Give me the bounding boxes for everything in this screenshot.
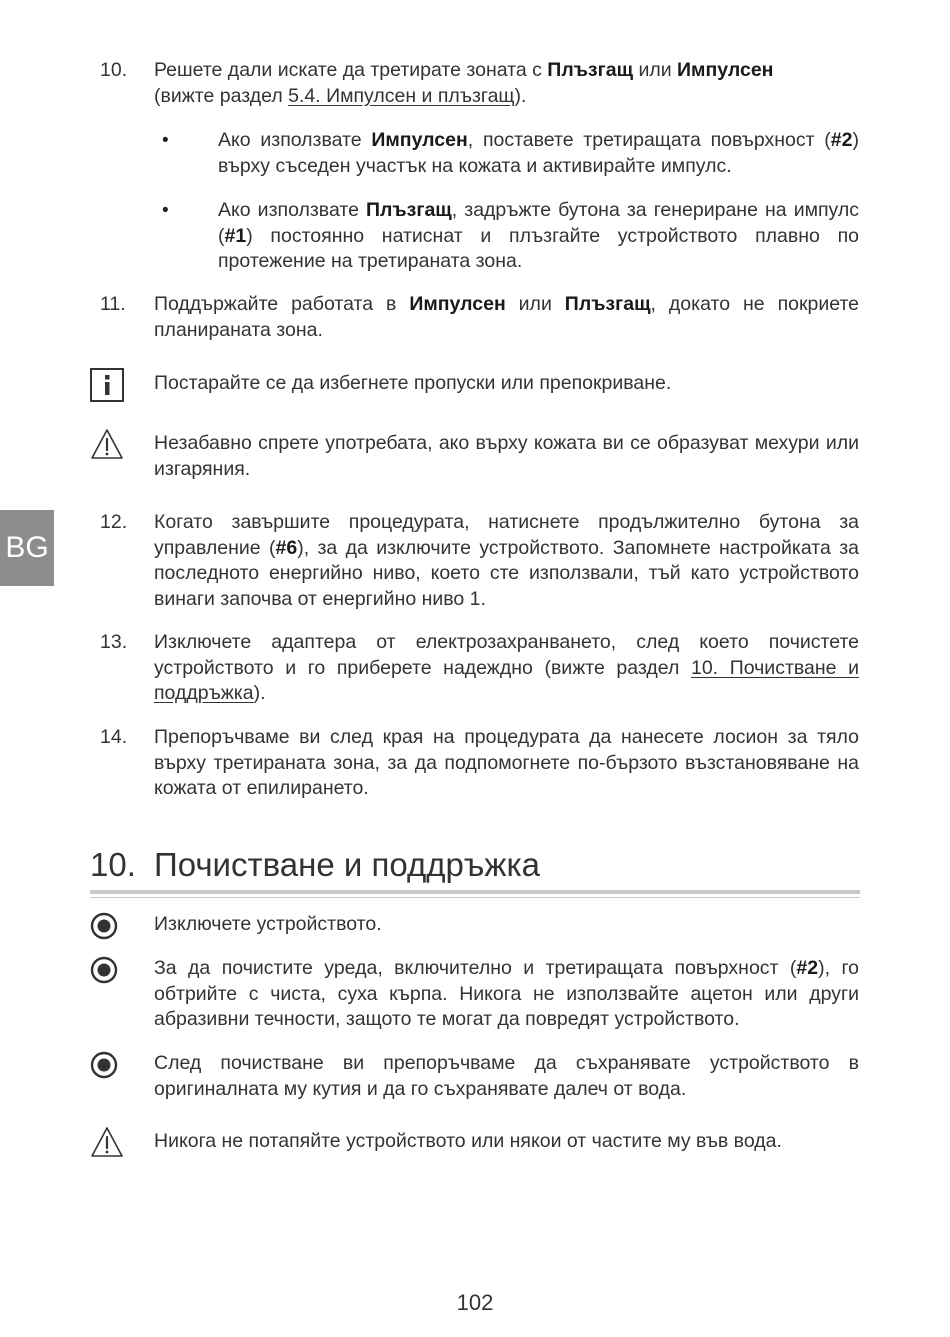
- step-text: Когато завършите процедурата, натиснете продължително бутона за управление (#6), за да изключите устройството. Запомнете настройката за последното енергийно ниво, което сте използвали, тъй като устройството винаги започва от енергийно ниво 1.: [154, 511, 859, 610]
- step-text: Изключете адаптера от електрозахранването, след което почистете устройството и го приберете надеждно (вижте раздел 10. Почистване и поддръжка).: [154, 631, 859, 704]
- section-divider-thin: [90, 897, 860, 898]
- radio-bullet-icon: [90, 955, 124, 989]
- page-number: 102: [456, 1290, 494, 1315]
- step-text: Препоръчваме ви след края на процедурата да нанесете лосион за тяло върху третираната зона, за да подпомогнете по-бързото възстановяване на кожата от епилирането.: [154, 726, 859, 799]
- section-title: Почистване и поддръжка: [154, 846, 541, 883]
- info-icon: [90, 368, 124, 402]
- step-number: 13.: [100, 631, 128, 653]
- step-number: 11.: [100, 293, 126, 315]
- bullet-dot: •: [162, 130, 169, 151]
- language-tab: BG: [0, 510, 54, 586]
- item-text: За да почистите уреда, включително и третиращата повърхност (#2), го обтрийте с чиста, суха кърпа. Никога не използвайте ацетон или други абразивни течности, защото те могат да повредят устройството.: [154, 957, 859, 1030]
- bullet-text: Ако използвате Импулсен, поставете третиращата повърхност (#2) върху съседен участък на кожата и активирайте импулс.: [218, 129, 859, 177]
- warning-text: Незабавно спрете употребата, ако върху кожата ви се образуват мехури или изгаряния.: [154, 432, 859, 480]
- item-text: Изключете устройството.: [154, 913, 382, 935]
- section-link[interactable]: 10. Почистване и поддръжка: [154, 656, 859, 704]
- item-text: След почистване ви препоръчваме да съхранявате устройството в оригиналната му кутия и да го съхранявате далеч от вода.: [154, 1052, 859, 1100]
- warning-icon: [90, 1125, 124, 1159]
- step-number: 10.: [100, 59, 128, 81]
- bullet-text: Ако използвате Плъзгащ, задръжте бутона за генериране на импулс (#1) постоянно натиснат и плъзгайте устройството плавно по протежение на третираната зона.: [218, 199, 859, 272]
- section-divider: [90, 890, 860, 894]
- step-number: 12.: [100, 511, 128, 533]
- section-link[interactable]: 5.4. Импулсен и плъзгащ: [288, 84, 515, 107]
- radio-bullet-icon: [90, 1050, 124, 1084]
- section-number: 10.: [90, 846, 136, 883]
- warning-icon: [90, 427, 124, 461]
- step-number: 14.: [100, 726, 128, 748]
- warning-text: Никога не потапяйте устройството или някои от частите му във вода.: [154, 1130, 782, 1152]
- bullet-dot: •: [162, 200, 169, 221]
- step-text: Поддържайте работата в Импулсен или Плъзгащ, докато не покриете планираната зона.: [154, 293, 859, 341]
- radio-bullet-icon: [90, 911, 124, 945]
- info-text: Постарайте се да избегнете пропуски или препокриване.: [154, 372, 672, 394]
- section-heading: [90, 843, 860, 887]
- step-text: Решете дали искате да третирате зоната с Плъзгащ или Импулсен (вижте раздел 5.4. Импулсен и плъзгащ).: [154, 59, 774, 107]
